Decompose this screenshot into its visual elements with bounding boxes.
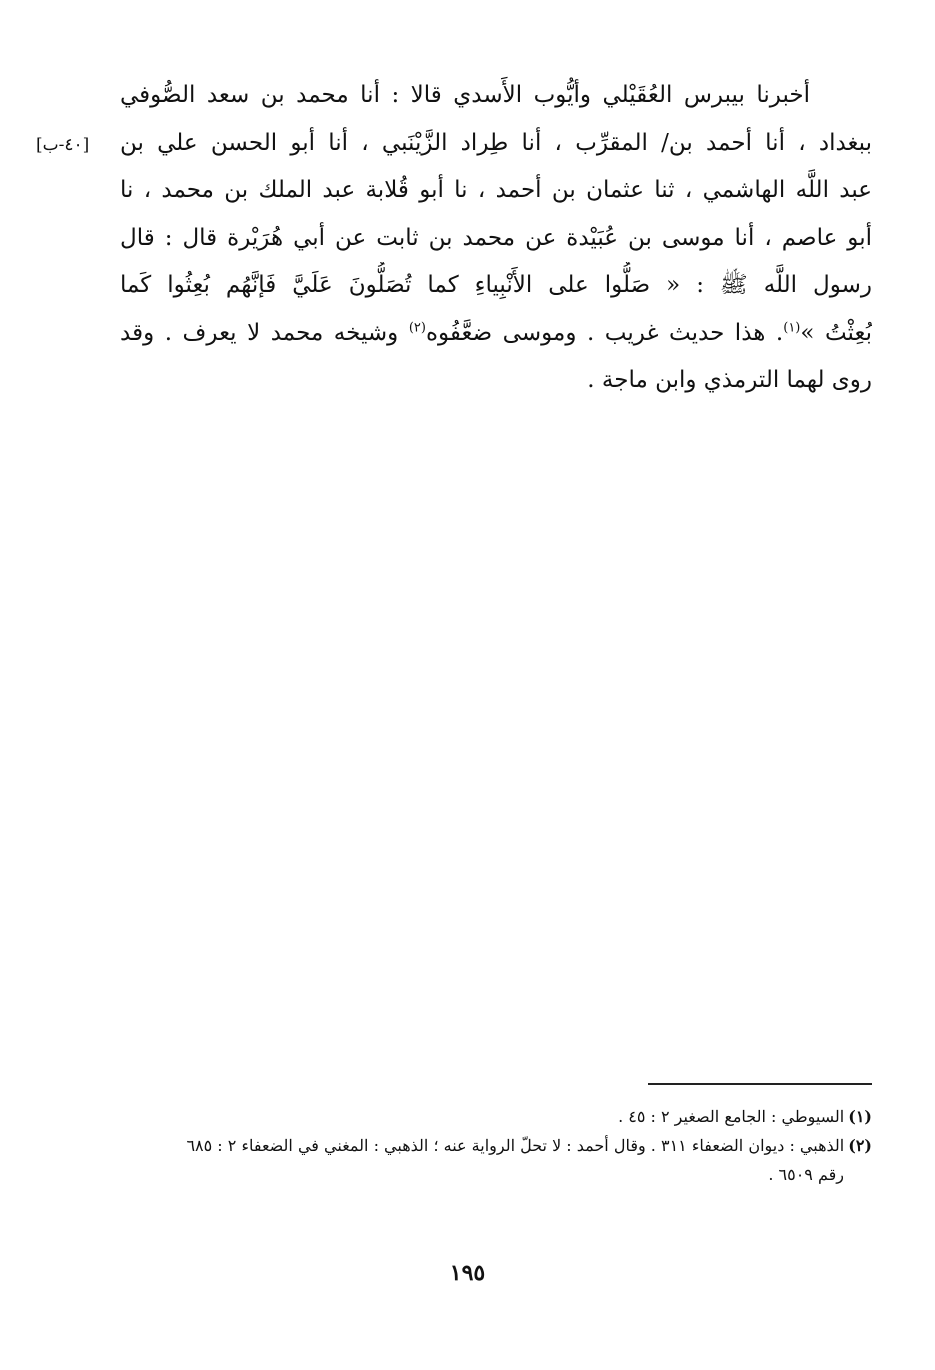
footnote-2 — [120, 1131, 872, 1160]
footnote-ref-2: (٢) — [408, 319, 426, 335]
footnote-2-continuation: رقم ٦٥٠٩ . — [768, 1165, 844, 1184]
text-line: عبد اللَّه الهاشمي ، ثنا عثمان بن أحمد ، نا أبو قُلابة عبد الملك بن محمد ، نا — [120, 177, 872, 203]
text-line: أبو عاصم ، أنا موسى بن عُبَيْدة عن محمد بن ثابت عن أبي هُرَيْرة قال : قال — [120, 224, 872, 251]
footnote-number: (١) — [848, 1107, 872, 1126]
text-line: روى لهما الترمذي وابن ماجة . — [587, 367, 872, 393]
footnote-text: الذهبي : ديوان الضعفاء ٣١١ . وقال أحمد : لا تحلّ الرواية عنه ؛ الذهبي : المغني في الضعفاء ٢ : ٦٨٥ — [186, 1136, 845, 1155]
text-line: أخبرنا بيبرس العُقَيْلي وأيُّوب الأَسدي قالا : أنا محمد بن سعد الصُّوفي — [120, 82, 810, 108]
main-text-block — [120, 72, 872, 405]
footnote-1 — [120, 1102, 872, 1131]
text-line: رسول اللَّه ﷺ : « صَلُّوا على الأَنْبِياءِ كما تُصَلُّونَ عَلَيَّ فَإنَّهُم بُعِثُوا كَما — [120, 272, 872, 298]
text-line — [120, 310, 872, 358]
text-segment: . هذا حديث غريب . وموسى ضعَّفُوه — [425, 319, 784, 346]
footnote-number: (٢) — [848, 1136, 872, 1155]
footnote-separator — [648, 1083, 872, 1085]
page-number: ١٩٥ — [449, 1260, 486, 1286]
margin-folio-note: [٤٠-ب] — [36, 135, 90, 155]
footnotes-section — [120, 1102, 872, 1189]
text-segment: بُعِثْتُ » — [800, 319, 872, 346]
text-segment: وشيخه محمد لا يعرف . وقد — [120, 319, 409, 346]
footnote-text: السيوطي : الجامع الصغير ٢ : ٤٥ . — [618, 1107, 845, 1126]
text-line: ببغداد ، أنا أحمد بن/ المقرِّب ، أنا طِراد الزَّيْنَبي ، أنا أبو الحسن علي بن — [120, 129, 872, 156]
footnote-ref-1: (١) — [783, 319, 801, 335]
